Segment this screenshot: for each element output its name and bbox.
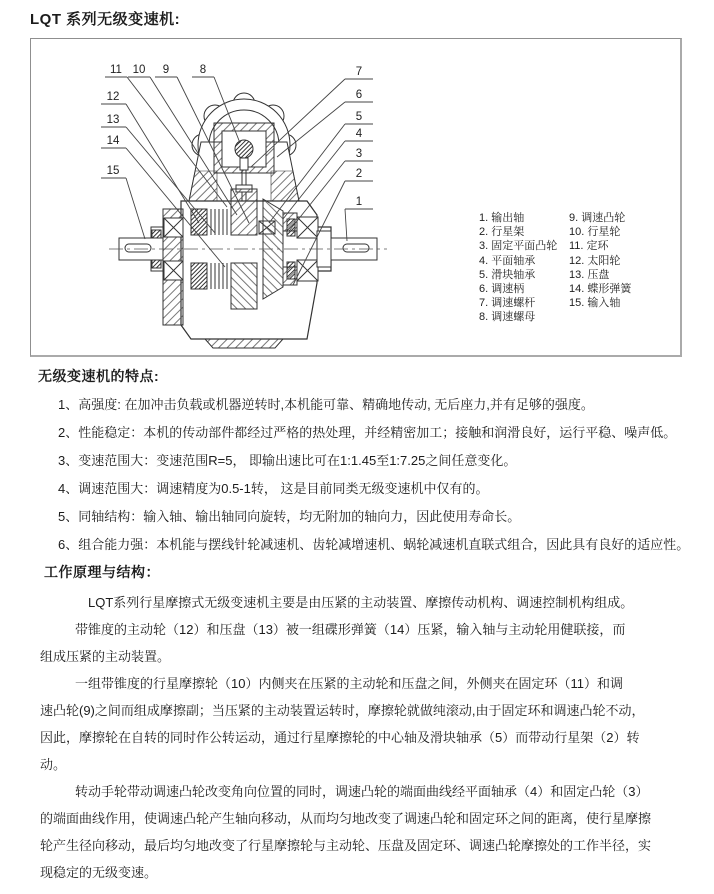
principle-line: 组成压紧的主动装置。 (40, 649, 171, 664)
principle-line: 带锥度的主动轮（12）和压盘（13）被一组碟形弹簧（14）压紧，输入轴与主动轮用健联接，而 (75, 622, 626, 637)
legend-item: 8. 调速螺母 (479, 311, 536, 324)
legend-item: 9. 调速凸轮 (569, 212, 626, 224)
dome-hatch-right (271, 171, 299, 201)
callout-1: 1 (355, 196, 363, 208)
principle-line: 现稳定的无级变速。 (40, 865, 158, 880)
callout-3: 3 (355, 148, 363, 160)
callout-14: 14 (106, 135, 120, 147)
working-principle-text (40, 589, 695, 886)
features-list (40, 391, 690, 559)
callout-7: 7 (355, 66, 363, 78)
legend-item: 15. 输入轴 (569, 297, 621, 310)
principle-line: 的端面曲线作用，使调速凸轮产生轴向移动，从而均匀地改变了调速凸轮和固定环之间的距离，使行星摩擦 (40, 811, 652, 826)
feature-item: 6、组合能力强：本机能与摆线针轮减速机、齿轮减增速机、蜗轮减速机直联式组合，因此具有良好的适应性。 (58, 537, 690, 552)
principle-heading: 工作原理与结构： (44, 564, 160, 580)
legend-item: 4. 平面轴承 (479, 254, 536, 267)
legend-item: 6. 调速柄 (479, 283, 525, 296)
legend-item: 11. 定环 (569, 240, 609, 253)
features-heading: 无级变速机的特点: (38, 368, 160, 384)
principle-line: 一组带锥度的行星摩擦轮（10）内侧夹在压紧的主动轮和压盘之间，外侧夹在固定环（11）和调 (75, 676, 623, 691)
principle-line: 速凸轮(9)之间而组成摩擦副；当压紧的主动装置运转时，摩擦轮就做纯滚动,由于固定环和调速凸轮不动， (40, 703, 645, 718)
callout-13: 13 (106, 114, 120, 126)
callout-6: 6 (355, 89, 363, 101)
legend-item: 13. 压盘 (569, 268, 610, 281)
parts-legend-column-2 (569, 211, 631, 310)
legend-item: 5. 滑块轴承 (479, 268, 536, 281)
planet-wheel-lower (231, 263, 257, 309)
feature-item: 3、变速范围大：变速范围R=5， 即输出速比可在1:1.45至1:7.25之间任意变化。 (58, 453, 517, 468)
legend-item: 14. 蝶形弹簧 (569, 283, 632, 296)
housing-base (205, 339, 283, 348)
callout-9: 9 (162, 64, 170, 76)
callout-15: 15 (106, 165, 120, 177)
legend-item: 2. 行星架 (479, 226, 525, 239)
callout-12: 12 (106, 91, 120, 103)
principle-line: 动。 (40, 757, 67, 772)
parts-legend-column-1 (479, 211, 557, 325)
output-shaft-keyway (343, 244, 369, 252)
adjusting-nut (235, 140, 253, 158)
legend-item: 10. 行星轮 (569, 226, 621, 239)
callout-4: 4 (355, 128, 363, 140)
legend-item: 12. 太阳轮 (569, 254, 621, 267)
callout-5: 5 (355, 111, 363, 123)
feature-item: 5、同轴结构：输入轴、输出轴同向旋转，均无附加的轴向力，因此使用寿命长。 (58, 509, 521, 524)
legend-item: 1. 输出轴 (479, 212, 525, 224)
sun-wheel-lower (191, 263, 207, 289)
principle-line: 轮产生径向移动，最后均匀地改变了行星摩擦轮与主动轮、压盘及固定环、调速凸轮摩擦处的工作半径，实 (40, 838, 652, 853)
sun-wheel-upper (191, 209, 207, 235)
legend-item: 7. 调速螺杆 (479, 297, 536, 310)
figure-frame (30, 38, 682, 357)
feature-item: 4、调速范围大：调速精度为0.5-1转， 这是目前同类无级变速机中仅有的。 (58, 481, 489, 496)
feature-item: 1、高强度: 在加冲击负载或机器逆转时,本机能可靠、精确地传动, 无后座力,并有足够的强度。 (58, 397, 594, 412)
legend-item: 3. 固定平面凸轮 (479, 240, 558, 253)
callout-11: 11 (110, 64, 122, 76)
page-title: LQT 系列无级变速机: (30, 11, 181, 28)
callout-10: 10 (132, 64, 146, 76)
callout-8: 8 (199, 64, 207, 76)
callout-2: 2 (355, 168, 363, 180)
nut-stem (240, 158, 248, 170)
principle-line: 因此，摩擦轮在自转的同时作公转运动，通过行星摩擦轮的中心轴及滑块轴承（5）而带动行星架（2）转 (40, 730, 640, 745)
principle-line: 转动手轮带动调速凸轮改变角向位置的同时，调速凸轮的端面曲线经平面轴承（4）和固定凸轮（3） (75, 784, 649, 799)
speed-cam-lower (283, 267, 297, 285)
feature-item: 2、性能稳定：本机的传动部件都经过严格的热处理，并经精密加工；接触和润滑良好，运行平稳、噪声低。 (58, 425, 677, 440)
input-shaft-keyway (125, 244, 151, 252)
principle-line: LQT系列行星摩擦式无级变速机主要是由压紧的主动装置、摩擦传动机构、调速控制机构组成。 (88, 595, 634, 610)
